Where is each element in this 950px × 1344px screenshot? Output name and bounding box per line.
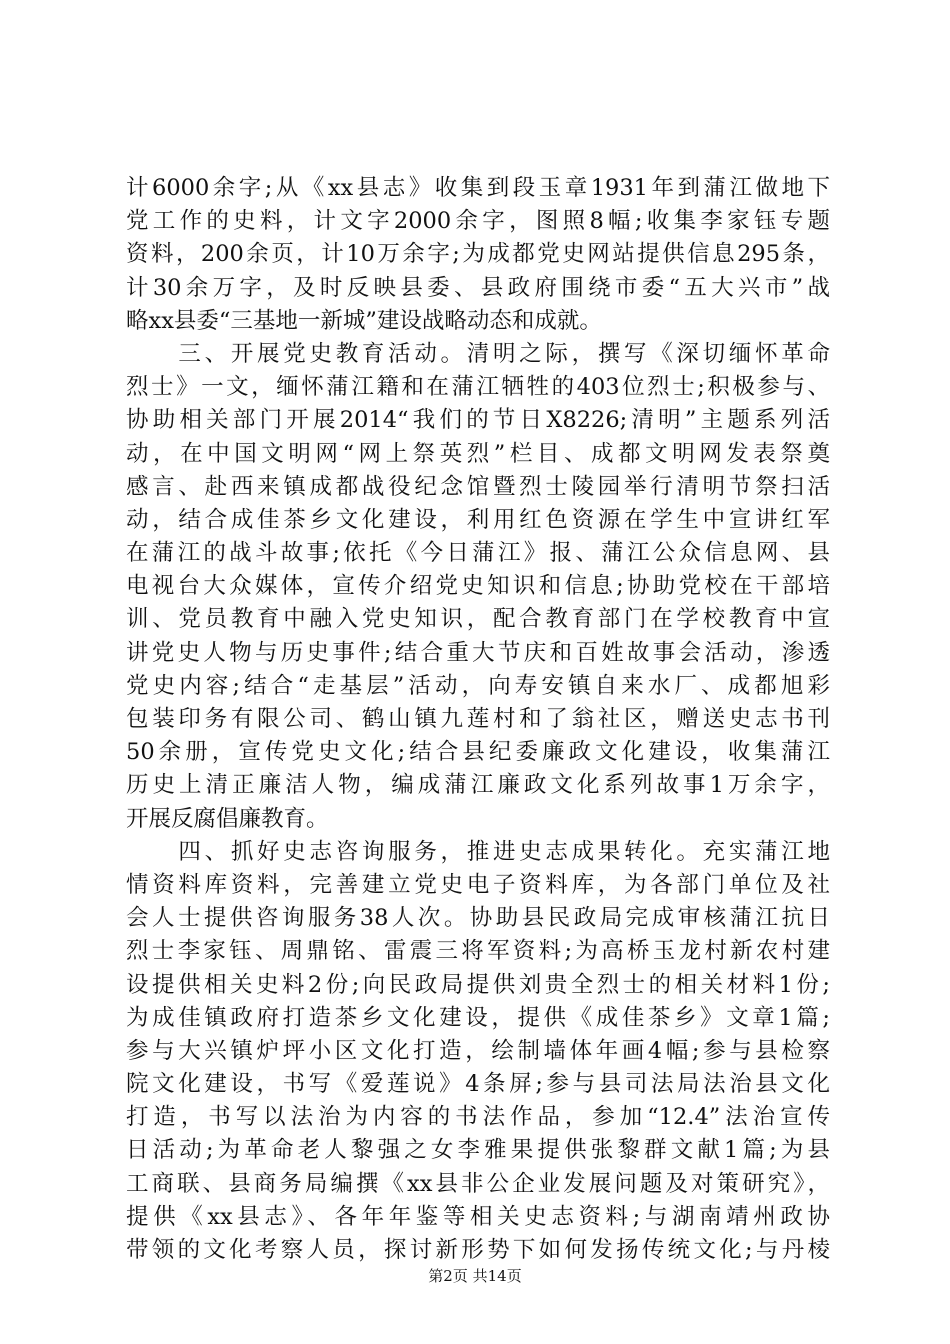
text-line: 为成佳镇政府打造茶乡文化建设，提供《成佳茶乡》文章1篇; — [126, 1004, 830, 1031]
page-footer: 第2页 共14页 — [428, 1267, 522, 1285]
text-line: 日活动;为革命老人黎强之女李雅果提供张黎群文献1篇;为县 — [126, 1137, 830, 1164]
text-line: 工商联、县商务局编撰《xx县非公企业发展问题及对策研究》， — [126, 1170, 830, 1197]
text-line: 打造，书写以法治为内容的书法作品，参加“12.4”法治宣传 — [126, 1104, 830, 1131]
text-line: 参与大兴镇炉坪小区文化打造，绘制墙体年画4幅;参与县检察 — [126, 1037, 830, 1064]
text-line: 50余册，宣传党史文化;结合县纪委廉政文化建设，收集蒲江 — [126, 739, 830, 766]
text-line: 训、党员教育中融入党史知识，配合教育部门在学校教育中宣 — [126, 606, 830, 633]
text-line: 会人士提供咨询服务38人次。协助县民政局完成审核蒲江抗日 — [126, 905, 830, 932]
text-line: 四、抓好史志咨询服务，推进史志成果转化。充实蒲江地 — [126, 838, 830, 865]
text-line: 资料，200余页，计10万余字;为成都党史网站提供信息295条， — [126, 241, 830, 268]
text-line: 协助相关部门开展2014“我们的节日X8226;清明”主题系列活 — [126, 407, 830, 434]
text-line: 情资料库资料，完善建立党史电子资料库，为各部门单位及社 — [126, 871, 830, 898]
text-line: 党工作的史料，计文字2000余字，图照8幅;收集李家钰专题 — [126, 208, 830, 235]
document-body — [126, 172, 830, 1267]
text-line: 动，结合成佳茶乡文化建设，利用红色资源在学生中宣讲红军 — [126, 506, 830, 533]
text-line: 烈士李家钰、周鼎铭、雷震三将军资料;为高桥玉龙村新农村建 — [126, 938, 830, 965]
text-line: 包装印务有限公司、鹤山镇九莲村和了翁社区，赠送史志书刊 — [126, 706, 830, 732]
text-line: 设提供相关史料2份;向民政局提供刘贵全烈士的相关材料1份; — [126, 971, 830, 998]
text-line: 三、开展党史教育活动。清明之际，撰写《深切缅怀革命 — [126, 340, 830, 367]
text-line: 带领的文化考察人员，探讨新形势下如何发扬传统文化;与丹棱 — [126, 1237, 830, 1263]
text-line: 计6000余字;从《xx县志》收集到段玉章1931年到蒲江做地下 — [126, 175, 830, 201]
text-line: 提供《xx县志》、各年年鉴等相关史志资料;与湖南靖州政协 — [126, 1203, 830, 1230]
text-line: 烈士》一文，缅怀蒲江籍和在蒲江牺牲的403位烈士;积极参与、 — [126, 374, 830, 401]
text-line: 略xx县委“三基地一新城”建设战略动态和成就。 — [126, 307, 602, 334]
text-line: 党史内容;结合“走基层”活动，向寿安镇自来水厂、成都旭彩 — [126, 672, 830, 699]
text-line: 电视台大众媒体，宣传介绍党史知识和信息;协助党校在干部培 — [126, 573, 830, 600]
text-line: 历史上清正廉洁人物，编成蒲江廉政文化系列故事1万余字， — [126, 772, 830, 799]
text-line: 院文化建设，书写《爱莲说》4条屏;参与县司法局法治县文化 — [126, 1071, 830, 1098]
text-line: 开展反腐倡廉教育。 — [126, 805, 329, 832]
text-line: 讲党史人物与历史事件;结合重大节庆和百姓故事会活动，渗透 — [126, 639, 830, 666]
text-line: 感言、赴西来镇成都战役纪念馆暨烈士陵园举行清明节祭扫活 — [126, 473, 830, 500]
text-line: 计30余万字，及时反映县委、县政府围绕市委“五大兴市”战 — [126, 274, 830, 301]
text-line: 在蒲江的战斗故事;依托《今日蒲江》报、蒲江公众信息网、县 — [126, 540, 830, 567]
text-line: 动，在中国文明网“网上祭英烈”栏目、成都文明网发表祭奠 — [126, 440, 830, 467]
